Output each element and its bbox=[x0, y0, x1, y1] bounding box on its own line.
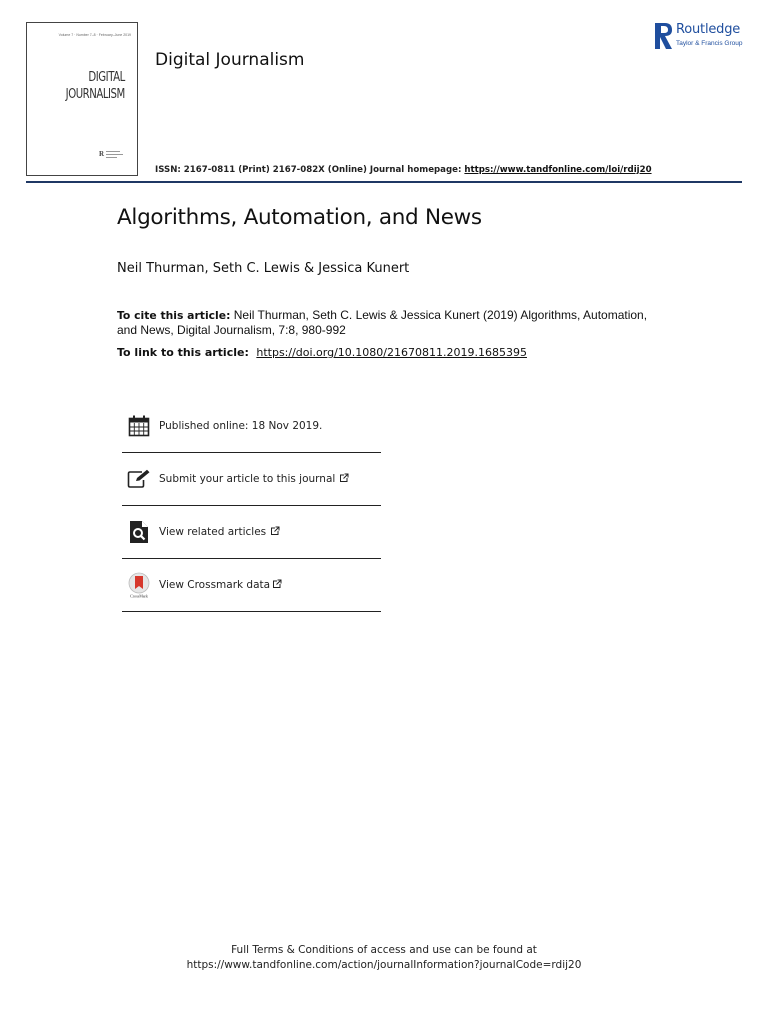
doi-link[interactable]: https://doi.org/10.1080/21670811.2019.1685395 bbox=[256, 346, 527, 359]
journal-homepage-link[interactable]: https://www.tandfonline.com/loi/rdij20 bbox=[464, 165, 652, 175]
action-submit-article[interactable] bbox=[122, 453, 381, 506]
issn-text: ISSN: 2167-0811 (Print) 2167-082X (Online) Journal homepage: bbox=[155, 165, 465, 175]
published-online-label: Published online: 18 Nov 2019. bbox=[159, 420, 323, 432]
journal-name: Digital Journalism bbox=[155, 50, 305, 70]
footer-terms bbox=[0, 943, 768, 973]
article-title: Algorithms, Automation, and News bbox=[117, 205, 482, 230]
routledge-r-icon bbox=[654, 22, 674, 50]
related-articles-link[interactable] bbox=[159, 526, 280, 538]
related-articles-label: View related articles bbox=[159, 526, 267, 538]
submit-article-link[interactable] bbox=[159, 473, 349, 485]
crossmark-link[interactable] bbox=[159, 579, 282, 591]
journal-cover bbox=[26, 22, 138, 176]
calendar-icon bbox=[126, 413, 152, 439]
cover-title-line1: DIGITAL bbox=[88, 70, 125, 85]
routledge-logo[interactable] bbox=[654, 22, 746, 50]
cite-text: Neil Thurman, Seth C. Lewis & Jessica Kunert (2019) Algorithms, Automation, and News, Digital Journalism, 7:8, 980-992 bbox=[117, 308, 648, 337]
action-crossmark[interactable] bbox=[122, 559, 381, 612]
submit-article-label: Submit your article to this journal bbox=[159, 473, 336, 485]
article-actions bbox=[122, 400, 381, 612]
issn-line bbox=[155, 165, 652, 175]
cover-title bbox=[66, 69, 125, 103]
link-row bbox=[117, 346, 527, 359]
header-rule bbox=[26, 181, 742, 183]
footer-line1: Full Terms & Conditions of access and use can be found at bbox=[231, 944, 537, 956]
action-published-online bbox=[122, 400, 381, 453]
search-document-icon bbox=[126, 519, 152, 545]
article-authors: Neil Thurman, Seth C. Lewis & Jessica Kunert bbox=[117, 261, 410, 276]
crossmark-icon bbox=[126, 572, 152, 598]
edit-icon bbox=[126, 466, 152, 492]
footer-terms-link[interactable]: https://www.tandfonline.com/action/journalInformation?journalCode=rdij20 bbox=[186, 959, 582, 971]
crossmark-label: View Crossmark data bbox=[159, 579, 271, 591]
action-related-articles[interactable] bbox=[122, 506, 381, 559]
external-link-icon bbox=[339, 473, 349, 483]
cover-title-line2: JOURNALISM bbox=[65, 87, 125, 102]
external-link-icon bbox=[270, 526, 280, 536]
cover-publisher-logo: R bbox=[99, 149, 123, 161]
crossmark-icon-label: CrossMark bbox=[130, 593, 148, 598]
external-link-icon bbox=[272, 579, 282, 589]
cover-volume-line: Volume 7 · Number 7–8 · February–June 2019 bbox=[58, 33, 131, 37]
link-label: To link to this article: bbox=[117, 346, 249, 359]
citation-block bbox=[117, 308, 657, 337]
publisher-name: Routledge bbox=[676, 22, 741, 37]
cite-label: To cite this article: bbox=[117, 309, 231, 322]
publisher-sub: Taylor & Francis Group bbox=[676, 40, 743, 47]
